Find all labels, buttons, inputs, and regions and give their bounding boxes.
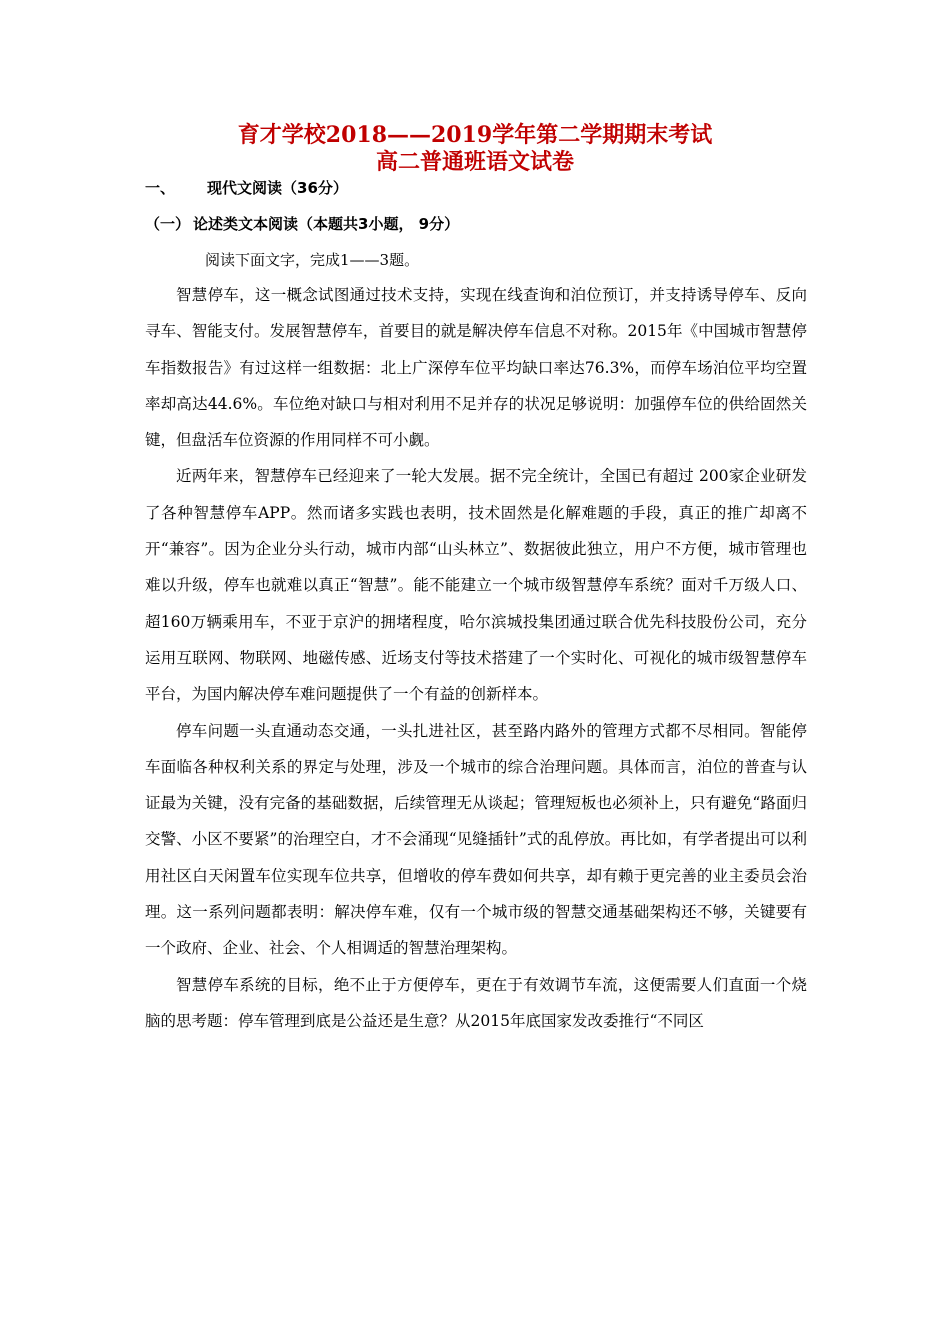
section-label: 现代文阅读（36分） (207, 179, 348, 197)
passage-paragraph: 智慧停车系统的目标，绝不止于方便停车，更在于有效调节车流，这便需要人们直面一个烧脑的思考题：停车管理到底是公益还是生意？从2015年底国家发改委推行“不同区 (145, 975, 807, 1030)
subsection-number: （一） (145, 215, 191, 233)
passage-paragraph: 停车问题一头直通动态交通，一头扎进社区，甚至路内路外的管理方式都不尽相同。智能停车面临各种权利关系的界定与处理，涉及一个城市的综合治理问题。具体而言，泊位的普查与认证最为关键，没有完备的基础数据，后续管理无从谈起；管理短板也必须补上，只有避免“路面归交警、小区不要紧”的治理空白，才不会涌现“见缝插针”式的乱停放。再比如，有学者提出可以利用社区白天闲置车位实现车位共享，但增收的停车费如何共享，却有赖于更完善的业主委员会治理。这一系列问题都表明：解决停车难，仅有一个城市级的智慧交通基础架构还不够，关键要有一个政府、企业、社会、个人相调适的智慧治理架构。 (145, 721, 807, 958)
passage-paragraph: 近两年来，智慧停车已经迎来了一轮大发展。据不完全统计，全国已有超过 200家企业研发了各种智慧停车APP。然而诸多实践也表明，技术固然是化解难题的手段，真正的推广却离不开“兼容”。因为企业分头行动，城市内部“山头林立”、数据彼此独立，用户不方便，城市管理也难以升级，停车也就难以真正“智慧”。能不能建立一个城市级智慧停车系统？面对千万级人口、超160万辆乘用车，不亚于京沪的拥堵程度，哈尔滨城投集团通过联合优先科技股份公司，充分运用互联网、物联网、地磁传感、近场支付等技术搭建了一个实时化、可视化的城市级智慧停车平台，为国内解决停车难问题提供了一个有益的创新样本。 (145, 467, 807, 704)
subsection-heading (145, 214, 459, 234)
passage-paragraph: 智慧停车，这一概念试图通过技术支持，实现在线查询和泊位预订，并支持诱导停车、反向寻车、智能支付。发展智慧停车，首要目的就是解决停车信息不对称。2015年《中国城市智慧停车指数报告》有过这样一组数据：北上广深停车位平均缺口率达76.3%，而停车场泊位平均空置率却高达44.6%。车位绝对缺口与相对利用不足并存的状况足够说明：加强停车位的供给固然关键，但盘活车位资源的作用同样不可小觑。 (145, 286, 807, 450)
exam-title-line2: 高二普通班语文试卷 (375, 149, 574, 175)
passage-body (145, 277, 807, 1039)
section-heading (145, 178, 348, 198)
section-number: 一、 (145, 179, 176, 197)
reading-instruction: 阅读下面文字，完成1——3题。 (205, 251, 420, 269)
subsection-label: 论述类文本阅读（本题共3小题， 9分） (193, 215, 460, 233)
exam-title-line1: 育才学校2018——2019学年第二学期期末考试 (237, 122, 713, 148)
